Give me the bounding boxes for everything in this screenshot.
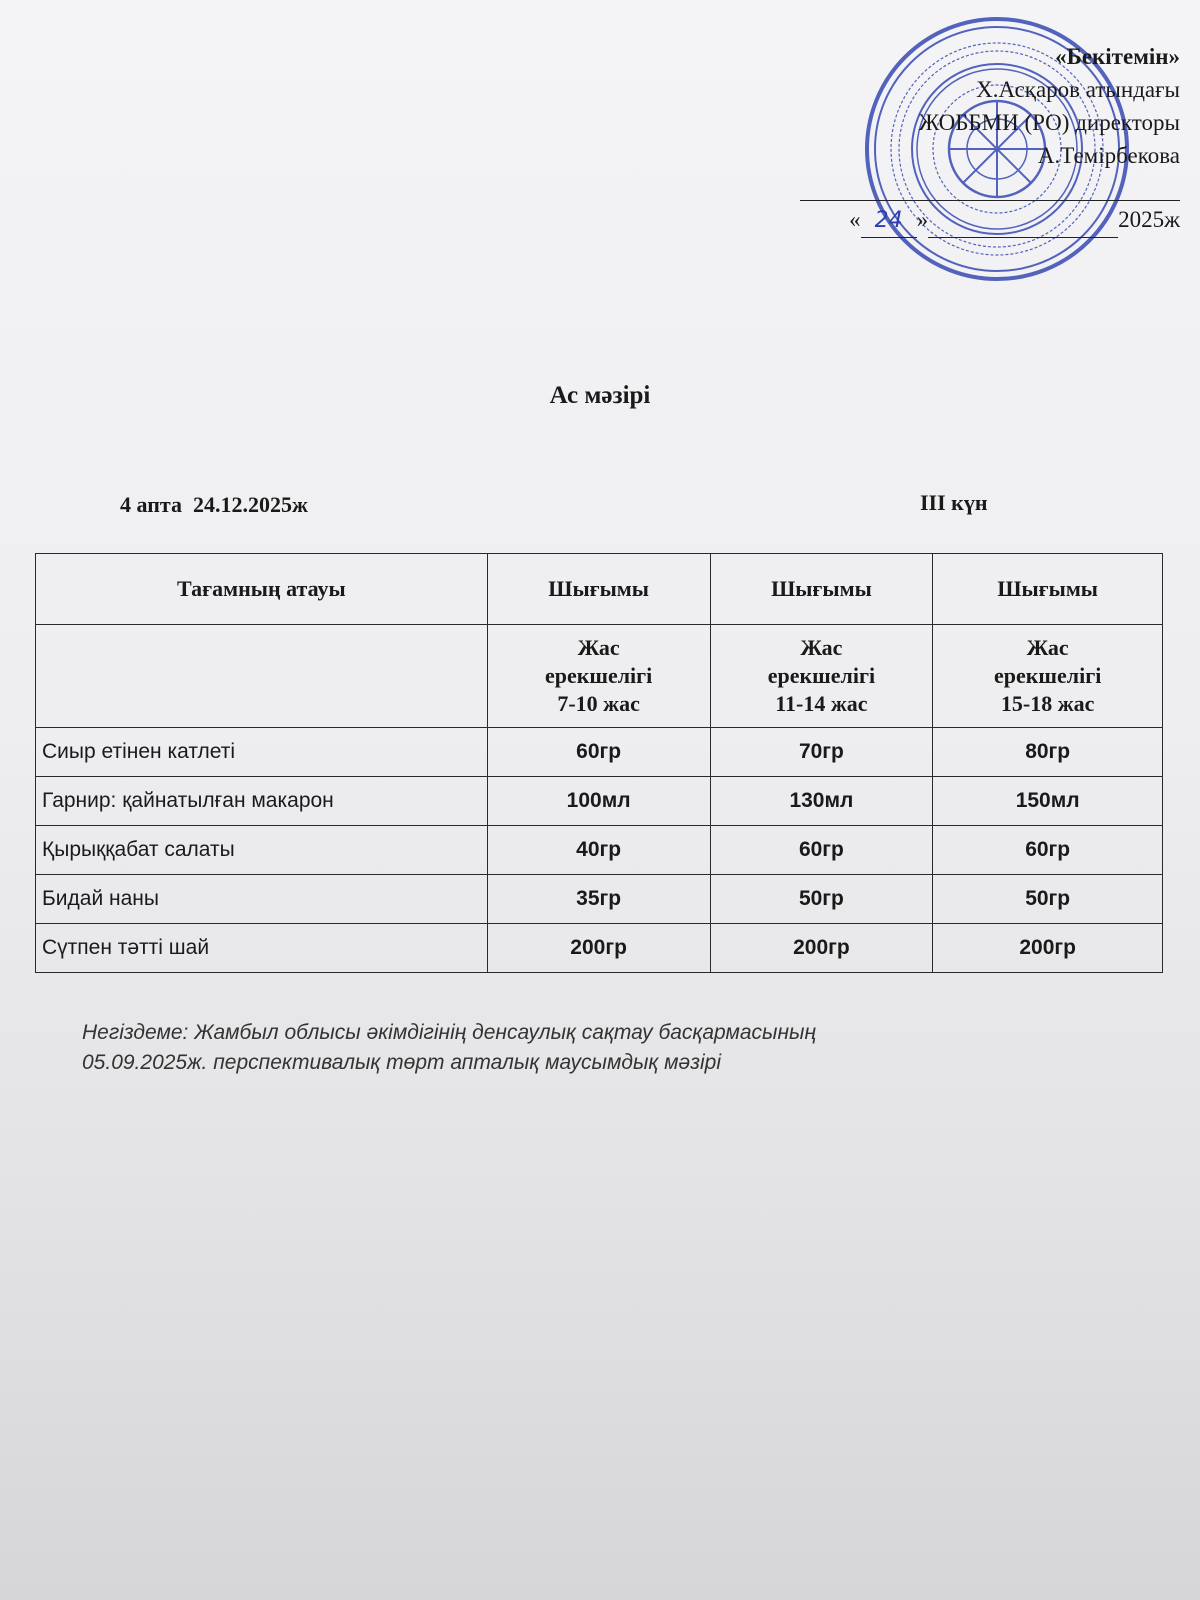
yield-value: 150мл <box>933 777 1163 826</box>
week-date-label: 4 апта 24.12.2025ж <box>120 492 308 517</box>
header-yield-1: Шығымы <box>487 554 710 625</box>
header-yield-2: Шығымы <box>710 554 933 625</box>
yield-value: 40гр <box>487 826 710 875</box>
age-group-empty-cell <box>36 625 488 728</box>
yield-value: 200гр <box>933 924 1163 973</box>
yield-value: 60гр <box>710 826 933 875</box>
age-group-11-14: Жас ерекшелігі 11-14 жас <box>710 625 933 728</box>
approval-date <box>760 203 1180 238</box>
dish-name: Қырыққабат салаты <box>36 826 488 875</box>
date-month-blank <box>928 213 1118 238</box>
dish-name: Бидай наны <box>36 875 488 924</box>
date-year: 2025ж <box>1118 207 1180 232</box>
dish-name: Гарнир: қайнатылған макарон <box>36 777 488 826</box>
yield-value: 130мл <box>710 777 933 826</box>
header-yield-3: Шығымы <box>933 554 1163 625</box>
basis-note-line-2: 05.09.2025ж. перспективалық төрт апталық маусымдық мәзірі <box>82 1051 721 1074</box>
yield-value: 50гр <box>933 875 1163 924</box>
basis-note <box>82 1018 1082 1078</box>
yield-value: 200гр <box>487 924 710 973</box>
basis-note-line-1: Негіздеме: Жамбыл облысы әкімдігінің денсаулық сақтау басқармасының <box>82 1021 817 1044</box>
age-group-row <box>36 625 1163 728</box>
dish-name: Сиыр етінен катлеті <box>36 728 488 777</box>
yield-value: 60гр <box>487 728 710 777</box>
table-header-row <box>36 554 1163 625</box>
table-row <box>36 728 1163 777</box>
table-row <box>36 924 1163 973</box>
table-row <box>36 875 1163 924</box>
table-row <box>36 777 1163 826</box>
header-dish-name: Тағамның атауы <box>36 554 488 625</box>
date-close-quote: » <box>916 207 929 232</box>
date-open-quote: « <box>849 207 861 232</box>
age-group-7-10: Жас ерекшелігі 7-10 жас <box>487 625 710 728</box>
yield-value: 80гр <box>933 728 1163 777</box>
dish-name: Сүтпен тәтті шай <box>36 924 488 973</box>
signature-line <box>800 172 1180 201</box>
yield-value: 60гр <box>933 826 1163 875</box>
date-day-handwritten: 24 <box>861 204 917 238</box>
approval-line-2: ЖОББМИ (РО) директоры <box>918 110 1180 135</box>
yield-value: 200гр <box>710 924 933 973</box>
yield-value: 70гр <box>710 728 933 777</box>
yield-value: 35гр <box>487 875 710 924</box>
approval-director-name: А.Темірбекова <box>1037 143 1180 168</box>
yield-value: 100мл <box>487 777 710 826</box>
approval-line-1: Х.Асқаров атындағы <box>976 77 1180 102</box>
approval-block <box>760 40 1180 238</box>
page-title: Ас мәзірі <box>549 382 651 409</box>
menu-table <box>35 553 1163 973</box>
age-group-15-18: Жас ерекшелігі 15-18 жас <box>933 625 1163 728</box>
yield-value: 50гр <box>710 875 933 924</box>
approval-heading: «Бекітемін» <box>1055 44 1180 69</box>
table-row <box>36 826 1163 875</box>
day-label: ІІІ күн <box>920 490 988 515</box>
